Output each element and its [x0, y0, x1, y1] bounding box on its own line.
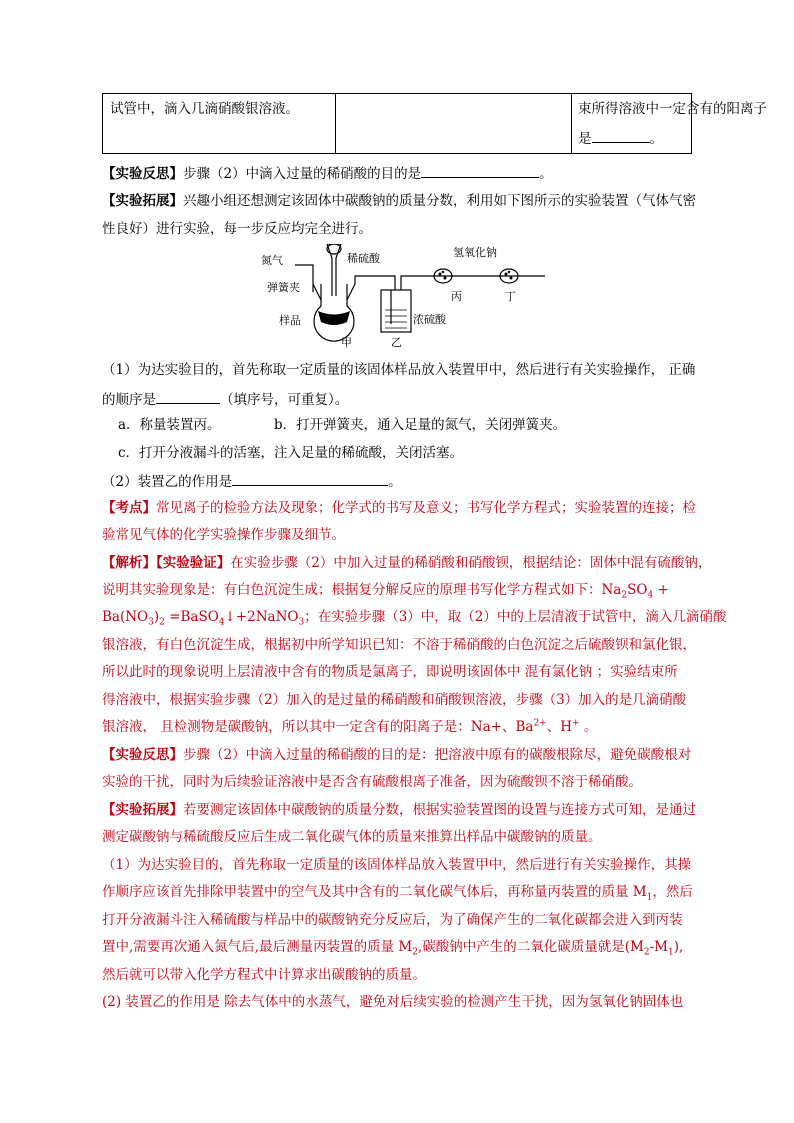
- table-cell-step: [103, 94, 336, 153]
- label-spring-clip: 弹簧夹: [267, 281, 300, 294]
- kaodian-line1: 【考点】常见离子的检验方法及现象；化学式的书写及意义；书写化学方程式；实验装置的连接；检: [102, 500, 696, 516]
- answer-blank: [421, 163, 539, 178]
- table-cell-conclusion-line1: 束所得溶液中一定含有的阳离子: [578, 101, 767, 117]
- extension-line1: 【实验拓展】兴趣小组还想测定该固体中碳酸钠的质量分数，利用如下图所示的实验装置（气体气密: [102, 193, 696, 209]
- label-ding: 丁: [505, 290, 516, 303]
- table-cell-step-text: 试管中，滴入几滴硝酸银溶液。: [110, 101, 299, 117]
- ans1-line3: 打开分液漏斗注入稀硫酸与样品中的碳酸钠充分反应后，为了确保产生的二氧化碳都会进入到丙装: [102, 912, 683, 928]
- sample-fill: [318, 311, 350, 325]
- jiexi-line3: $Ba(NO_3)_2$ =BaSO$_4$↓+2NaNO$_3$；在实验步骤（3）中，取（2）中的上层清液于试管中，滴入几滴硝酸: [102, 609, 727, 628]
- ans1-line1: （1）为达实验目的，首先称取一定质量的该固体样品放入装置甲中，然后进行有关实验操作，其操: [102, 857, 692, 873]
- bottle-yi: [381, 290, 411, 332]
- label-dilute-acid: 稀硫酸: [347, 252, 380, 265]
- q1-line2: 的顺序是 （填序号，可重复）。: [102, 389, 348, 409]
- q1-option-c: c．打开分液漏斗的活塞，注入足量的稀硫酸，关闭活塞。: [118, 445, 464, 461]
- label-conc-acid: 浓硫酸: [413, 313, 446, 326]
- jiexi-line6: 得溶液中，根据实验步骤（2）加入的是过量的稀硝酸和硝酸钡溶液，步骤（3）加入的是几滴硝酸: [102, 692, 687, 708]
- tuozhan-line2: 测定碳酸钠与稀硫酸反应后生成二氧化碳气体的质量来推算出样品中碳酸钠的质量。: [102, 829, 602, 845]
- fansi-line2: 实验的干扰，同时为后续验证溶液中是否含有硫酸根离子准备，因为硫酸钡不溶于稀硝酸。: [102, 774, 642, 790]
- table-cell-phenomenon: [336, 94, 572, 153]
- ans2-line1: (2) 装置乙的作用是 除去气体中的水蒸气，避免对后续实验的检测产生干扰，因为氢氧化钠固体也: [102, 994, 684, 1010]
- answer-blank: [232, 471, 388, 486]
- answer-blank: [156, 389, 220, 404]
- experiment-table-row: [102, 93, 767, 154]
- kaodian-line2: 验常见气体的化学实验操作步骤及细节。: [102, 527, 345, 543]
- label-jia: 甲: [341, 336, 352, 349]
- q2-question: （2）装置乙的作用是 。: [102, 471, 402, 491]
- extension-line2: 性良好）进行实验，每一步反应均完全进行。: [102, 221, 372, 237]
- label-naoh: 氢氧化钠: [453, 246, 497, 259]
- ans1-line5: 然后就可以带入化学方程式中计算求出碳酸钠的质量。: [102, 967, 426, 983]
- label-sample: 样品: [279, 314, 301, 327]
- table-cell-conclusion-line2: 是 。: [578, 128, 663, 148]
- label-yi: 乙: [391, 336, 402, 349]
- apparatus-diagram: [255, 244, 545, 350]
- jiexi-line2: 说明其实验现象是：有白色沉淀生成；根据复分解反应的原理书写化学方程式如下：$Na_2SO_4$ +: [102, 582, 669, 601]
- jiexi-line7: 银溶液， 且检测物是碳酸钠，所以其中一定含有的阳离子是：Na+、$Ba^{2+}$、H+ 。: [102, 718, 598, 735]
- jiexi-line1: 【解析】【实验验证】在实验步骤（2）中加入过量的稀硝酸和硝酸钡，根据结论：固体中混有硫酸钠，: [102, 555, 712, 571]
- ans1-line2: 作顺序应该首先排除甲装置中的空气及其中含有的二氧化碳气体后，再称量丙装置的质量 $M_1$，然后: [102, 884, 693, 903]
- label-nitrogen: 氮气: [261, 254, 283, 267]
- fansi-line1: 【实验反思】步骤（2）中滴入过量的稀硝酸的目的是：把溶液中原有的碳酸根除尽，避免碳酸根对: [102, 747, 692, 763]
- q1-line1: （1）为达实验目的，首先称取一定质量的该固体样品放入装置甲中，然后进行有关实验操作， 正确: [102, 362, 696, 378]
- table-cell-conclusion: [572, 94, 767, 153]
- tube-to-yi: [355, 276, 395, 290]
- answer-blank: [592, 128, 650, 143]
- ans1-line4: 置中,需要再次通入氮气后,最后测量丙装置的质量 $M_2$,碳酸钠中产生的二氧化碳质量就是$(M_2-M_1)$,: [102, 939, 684, 958]
- q1-option-a: a．称量装置丙。: [118, 417, 221, 433]
- jiexi-line5: 所以此时的现象说明上层清液中含有的物质是氯离子，即说明该固体中 混有氯化钠 ；实验结束所: [102, 664, 678, 680]
- separatory-funnel: [327, 244, 341, 296]
- reflection-question: 【实验反思】步骤（2）中滴入过量的稀硝酸的目的是 。: [102, 163, 553, 183]
- q1-option-b: b．打开弹簧夹，通入足量的氮气，关闭弹簧夹。: [274, 417, 567, 433]
- jiexi-line4: 银溶液，有白色沉淀生成，根据初中所学知识已知：不溶于稀硝酸的白色沉淀之后硫酸钡和氯化银，: [102, 637, 696, 653]
- tuozhan-line1: 【实验拓展】若要测定该固体中碳酸钠的质量分数，根据实验装置图的设置与连接方式可知，是通过: [102, 802, 696, 818]
- label-bing: 丙: [451, 290, 462, 303]
